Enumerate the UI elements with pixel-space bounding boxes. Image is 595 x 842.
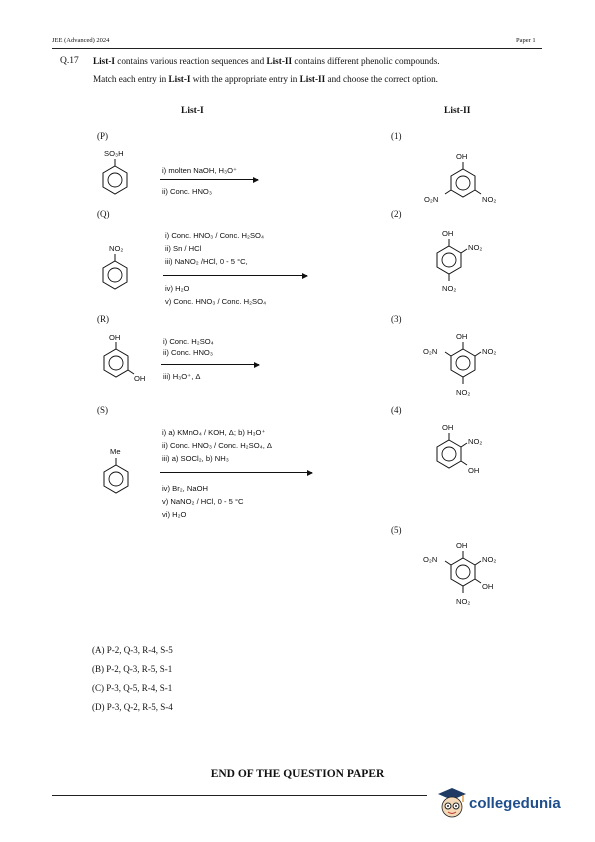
- footer-rule: [52, 795, 427, 796]
- substituent-r-oh-meta: OH: [134, 374, 146, 383]
- reagent-q-2: ii) Sn / HCl: [165, 244, 202, 253]
- option-d[interactable]: (D) P-3, Q-2, R-5, S-4: [92, 702, 173, 712]
- compound-5-no2-bottom: NO₂: [456, 597, 471, 606]
- question-line-2: Match each entry in List-I with the appropriate entry in List-II and choose the correct option.: [93, 74, 438, 84]
- phenol-structure-r: [101, 343, 131, 383]
- compound-2-oh: OH: [442, 229, 454, 238]
- compound-3-structure: [448, 343, 478, 383]
- list-2-label-5: (5): [391, 525, 402, 535]
- reaction-arrow-q: [163, 275, 307, 276]
- reagent-s-4: iv) Br₂, NaOH: [162, 484, 208, 493]
- reagent-r-3: iii) H₃O⁺, Δ: [163, 372, 201, 381]
- substituent-s: Me: [110, 447, 121, 456]
- reagent-s-3: iii) a) SOCl₂, b) NH₃: [162, 454, 229, 463]
- substituent-q: NO₂: [109, 244, 124, 253]
- list-2-title: List-II: [444, 106, 471, 116]
- substituent-r-oh-top: OH: [109, 333, 121, 342]
- reagent-s-6: vi) H₂O: [162, 510, 187, 519]
- compound-5-oh: OH: [456, 541, 468, 550]
- reaction-arrow-s: [160, 472, 312, 473]
- compound-1-no2-left: O₂N: [424, 195, 439, 204]
- compound-5-no2-left: O₂N: [423, 555, 438, 564]
- brand-logo-text: collegedunia: [469, 795, 561, 812]
- graduate-mascot-icon: [437, 787, 467, 821]
- substituent-p: SO₃H: [104, 149, 124, 158]
- list-2-label-1: (1): [391, 131, 402, 141]
- paper-label: Paper 1: [516, 37, 536, 44]
- option-c[interactable]: (C) P-3, Q-5, R-4, S-1: [92, 683, 173, 693]
- compound-5-no2-right: NO₂: [482, 555, 497, 564]
- list-1-label-p: (P): [97, 131, 108, 141]
- reagent-s-1: i) a) KMnO₄ / KOH, Δ; b) H₃O⁺: [162, 428, 266, 437]
- reagent-s-2: ii) Conc. HNO₃ / Conc. H₂SO₄, Δ: [162, 441, 272, 450]
- reagent-p-1: i) molten NaOH, H₃O⁺: [162, 166, 238, 175]
- compound-3-no2-left: O₂N: [423, 347, 438, 356]
- compound-1-no2-right: NO₂: [482, 195, 497, 204]
- compound-5-structure: [448, 552, 478, 592]
- compound-2-structure: [434, 240, 464, 280]
- option-a[interactable]: (A) P-2, Q-3, R-4, S-5: [92, 645, 173, 655]
- compound-2-no2-bottom: NO₂: [442, 284, 457, 293]
- reagent-s-5: v) NaNO₂ / HCl, 0 - 5 °C: [162, 497, 244, 506]
- compound-4-structure: [434, 434, 464, 474]
- question-line-1: List-I contains various reaction sequences and List-II contains different phenolic compounds.: [93, 56, 440, 66]
- reagent-r-2: ii) Conc. HNO₃: [163, 348, 213, 357]
- list-2-label-3: (3): [391, 314, 402, 324]
- reaction-arrow-p: [160, 179, 258, 180]
- list-1-label-q: (Q): [97, 209, 110, 219]
- compound-5-oh-right: OH: [482, 582, 494, 591]
- compound-3-oh: OH: [456, 332, 468, 341]
- benzene-structure-q: [100, 255, 130, 295]
- reagent-q-3: iii) NaNO₂ /HCl, 0 - 5 °C,: [165, 257, 248, 266]
- exam-title: JEE (Advanced) 2024: [52, 37, 110, 44]
- list-1-label-r: (R): [97, 314, 109, 324]
- list-1-title: List-I: [181, 106, 204, 116]
- list-2-label-2: (2): [391, 209, 402, 219]
- compound-4-oh: OH: [442, 423, 454, 432]
- reagent-p-2: ii) Conc. HNO₃: [162, 187, 212, 196]
- question-number: Q.17: [60, 56, 79, 66]
- list-2-label-4: (4): [391, 405, 402, 415]
- compound-3-no2-bottom: NO₂: [456, 388, 471, 397]
- benzene-structure-p: [100, 160, 130, 200]
- reaction-arrow-r: [161, 364, 259, 365]
- end-of-paper: END OF THE QUESTION PAPER: [210, 768, 385, 780]
- reagent-r-1: i) Conc. H₂SO₄: [163, 337, 214, 346]
- reagent-q-5: v) Conc. HNO₃ / Conc. H₂SO₄: [165, 297, 267, 306]
- compound-1-oh: OH: [456, 152, 468, 161]
- toluene-structure-s: [101, 459, 131, 499]
- compound-4-no2-right: NO₂: [468, 437, 483, 446]
- reagent-q-4: iv) H₂O: [165, 284, 190, 293]
- compound-3-no2-right: NO₂: [482, 347, 497, 356]
- compound-4-oh-right: OH: [468, 466, 480, 475]
- reagent-q-1: i) Conc. HNO₃ / Conc. H₂SO₄: [165, 231, 265, 240]
- list-1-label-s: (S): [97, 405, 108, 415]
- compound-1-structure: [448, 163, 478, 203]
- header-rule: [52, 48, 542, 49]
- option-b[interactable]: (B) P-2, Q-3, R-5, S-1: [92, 664, 173, 674]
- compound-2-no2-right: NO₂: [468, 243, 483, 252]
